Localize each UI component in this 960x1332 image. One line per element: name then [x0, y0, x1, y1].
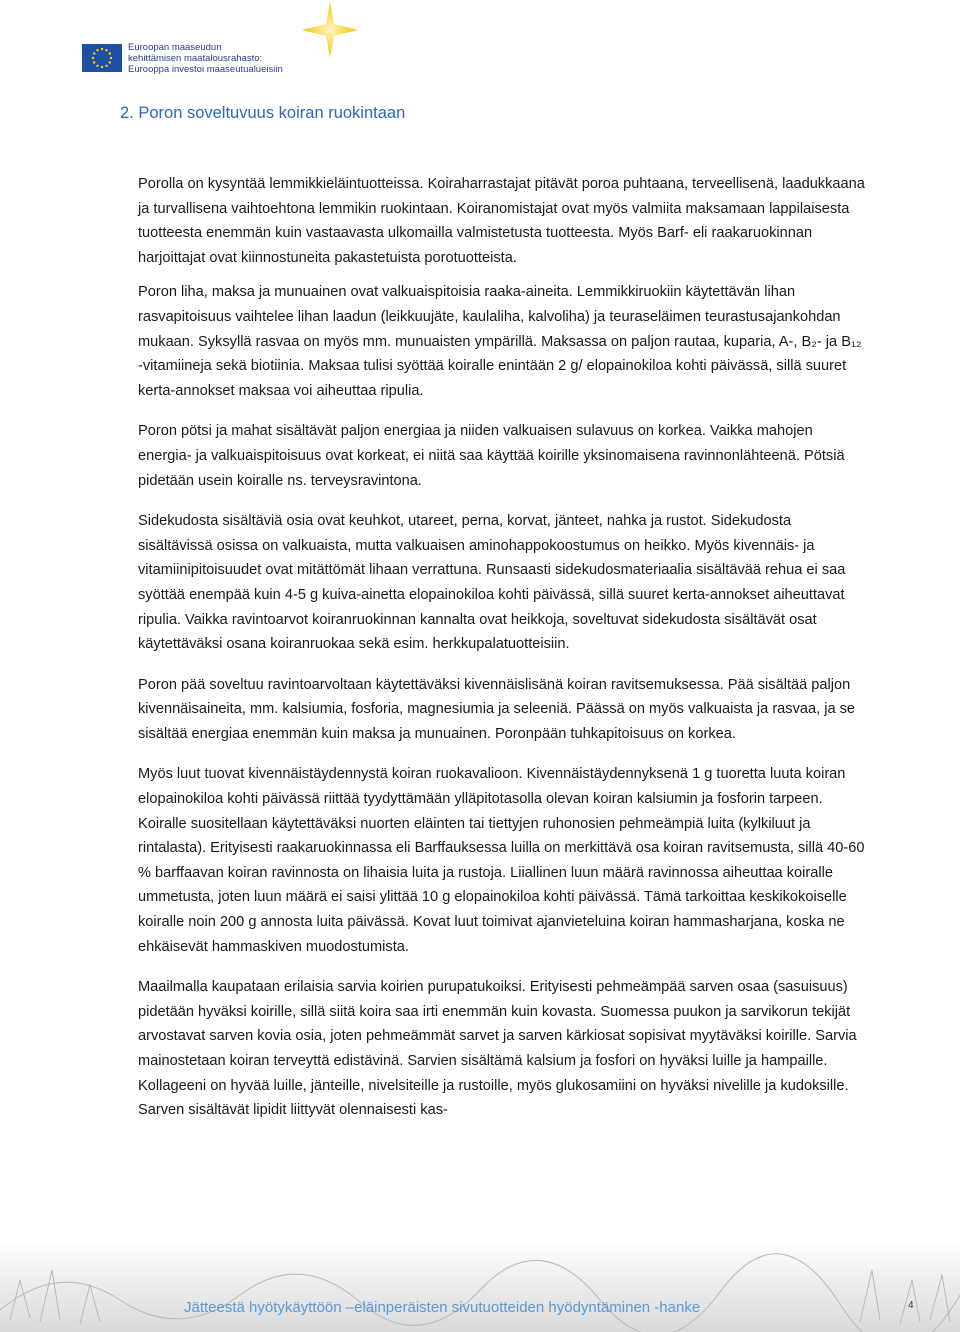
- eu-logo-line-3: Eurooppa investoi maaseutualueisiin: [128, 64, 283, 75]
- eu-logo-line-1: Euroopan maaseudun: [128, 42, 222, 53]
- footer-project-name: Jätteestä hyötykäyttöön –eläinperäisten sivutuotteiden hyödyntäminen -hanke: [184, 1299, 701, 1316]
- paragraph: Poron pää soveltuu ravintoarvoltaan käytettäväksi kivennäislisänä koiran ravitsemuksessa. Pää sisältää paljon kivennäisaineita, mm. kalsiumia, fosforia, magnesiumia ja seleeniä. Päässä on myös valkuaista ja rasvaa, ja se sisältää energiaa enemmän kuin maksa ja munuainen. Poronpään tuhkapitoisuus on korkea.: [138, 676, 856, 742]
- eu-logo-text: [128, 42, 283, 75]
- star-icon: [300, 0, 360, 60]
- paragraph: Myös luut tuovat kivennäistäydennystä koiran ruokavalioon. Kivennäistäydennyksenä 1 g tuoretta luuta koiran elopainokiloa kohti päivässä riittää tyydyttämään ylläpitotasolla olevan koiran kalsiumin ja fosforin tarpeen. Koiralle suositellaan käytettäväksi nuorten eläinten tai tiettyjen ruhonosien pehmeämpiä luita (kylkiluut ja rintalasta). Erityisesti raakaruokinnassa eli Barffauksessa luilla on merkittävä osa koiran ravitsemusta, sillä 40-60 % barffaavan koiran ravinnosta on lihaisia luita ja rustoja. Liiallinen luun määrä ravinnossa aiheuttaa koiralle ummetusta, joten luun määrä ei saisi ylittää 10 g elopainokiloa kohti päivässä. Tämä tarkoittaa keskikokoiselle koiralle noin 200 g annosta luita päivässä. Kovat luut toimivat ajanvieteluina koiran hammasharjana, koska ne ehkäisevät hammaskiven muodostumista.: [138, 766, 865, 955]
- eu-logo-line-2: kehittämisen maatalousrahasto:: [128, 53, 263, 64]
- paragraph: Sidekudosta sisältäviä osia ovat keuhkot, utareet, perna, korvat, jänteet, nahka ja rustot. Sidekudosta sisältävissä osissa on valkuaista, mutta valkuaisen aminohappokoostumus on heikko. Myös kivennäis- ja vitamiinipitoisuudet ovat mitättömät lihaan verrattuna. Runsaasti sidekudosmateriaalia sisältävää rehua ei saa syöttää enempää kuin 4-5 g kuiva-ainetta elopainokiloa kohti päivässä, sillä suuret kerta-annokset aiheuttavat ripulia. Vaikka ravintoarvot koiranruokinnan kannalta ovat heikkoja, soveltuvat sidekudosta sisältävät osat käytettäväksi osana koiranruokaa sekä esim. herkkupalatuotteisiin.: [138, 513, 846, 653]
- section-heading: 2. Poron soveltuvuus koiran ruokintaan: [120, 104, 406, 122]
- paragraph: Maailmalla kaupataan erilaisia sarvia koirien purupatukoiksi. Erityisesti pehmeämpää sarven osaa (sasuisuus) pidetään hyväksi koirille, sillä siitä koira saa irti enemmän kuin kovasta. Suomessa puukon ja sarvikorun tekijät arvostavat sarven kovia osia, joten pehmeämmät sarvet ja sarven kärkiosat sopisivat myytäväksi koirille. Sarvia mainostetaan koiran terveyttä edistävinä. Sarvien sisältämä kalsium ja fosfori on hyväksi luille ja hampaille. Kollageeni on hyvää luille, jänteille, nivelsiteille ja rustoille, myös glukosamiini on hyväksi nivelille ja kudoksille. Sarven sisältävät lipidit liittyvät olennaisesti kas-: [138, 979, 857, 1119]
- page-number: 4: [908, 1300, 914, 1311]
- paragraph: Poron liha, maksa ja munuainen ovat valkuaispitoisia raaka-aineita. Lemmikkiruokiin käytettävän lihan rasvapitoisuus vaihtelee lihan laadun (leikkuujäte, kaulaliha, kalvoliha) ja teuraseläimen teurastusajankohdan mukaan. Syksyllä rasvaa on myös mm. munuaisten ympärillä. Maksassa on paljon rautaa, kuparia, A-, B₂- ja B₁₂ -vitamiineja sekä biotiinia. Maksaa tulisi syöttää koiralle enintään 2 g/ elopainokiloa kohti päivässä, sillä suuret kerta-annokset maksaa voi aiheuttaa ripulia.: [138, 284, 862, 399]
- paragraph: Porolla on kysyntää lemmikkieläintuotteissa. Koiraharrastajat pitävät poroa puhtaana, terveellisenä, laadukkaana ja turvallisena vaihtoehtona lemmikin ruokintaan. Koiranomistajat ovat myös valmiita maksamaan lappilaisesta tuotteesta enemmän kuin vastaavasta ulkomailla valmistetusta tuotteesta. Myös Barf- eli raakaruokinnan harjoittajat ovat kiinnostuneita pakastetuista porotuotteista.: [138, 176, 865, 266]
- body-text: [138, 172, 868, 1139]
- paragraph: Poron pötsi ja mahat sisältävät paljon energiaa ja niiden valkuaisen sulavuus on korkea. Vaikka mahojen energia- ja valkuaispitoisuus ovat korkeat, ei niitä saa käyttää koirille yksinomaisena ravinnonlähteenä. Pötsiä pidetään usein koiralle ns. terveysravintona.: [138, 423, 845, 489]
- page-header: [0, 0, 960, 80]
- footer-decoration: [0, 1240, 960, 1332]
- eu-flag-icon: [82, 44, 122, 72]
